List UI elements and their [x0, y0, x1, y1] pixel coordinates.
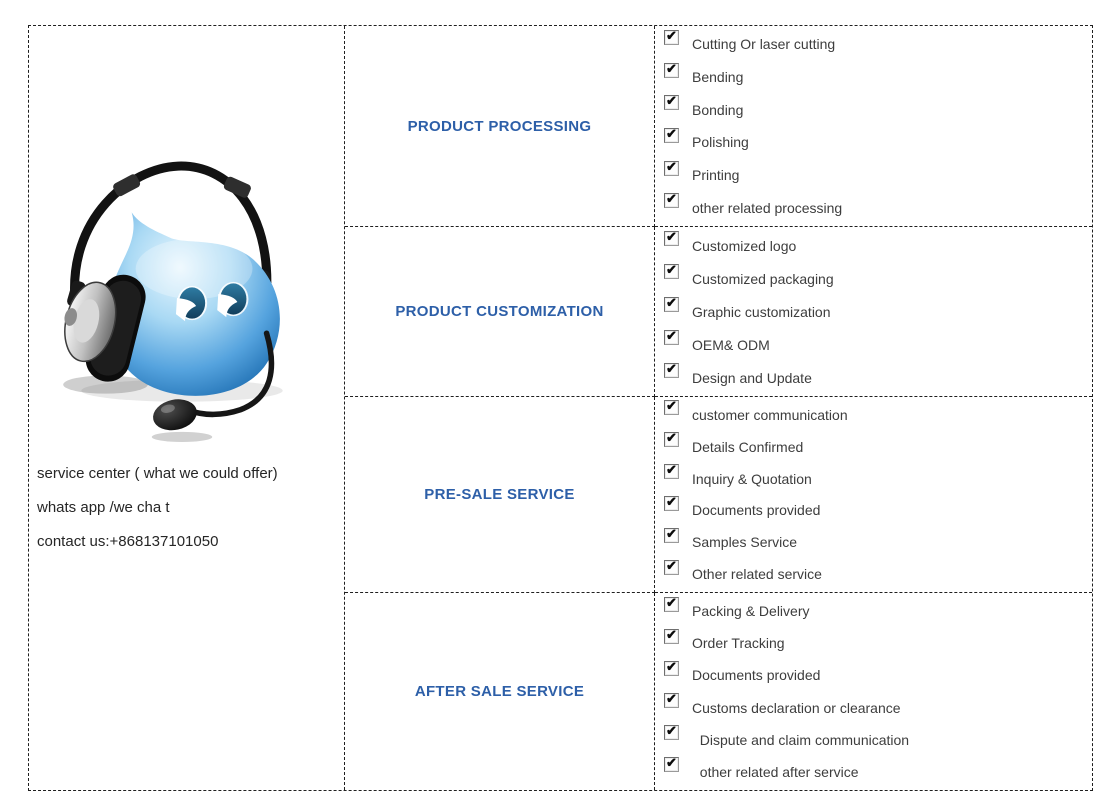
checklist-item — [655, 463, 1092, 495]
checklist-item — [655, 431, 1092, 463]
checkbox-checked-icon[interactable]: ✔ — [664, 757, 679, 772]
checkbox-checked-icon[interactable]: ✔ — [664, 297, 679, 312]
checkbox-checked-icon[interactable]: ✔ — [664, 432, 679, 447]
checkbox-checked-icon[interactable]: ✔ — [664, 560, 679, 575]
checkbox-checked-icon[interactable]: ✔ — [664, 95, 679, 110]
checklist-item-label: other related after service — [692, 763, 859, 780]
whatsapp-wechat-line: whats app /we cha t — [37, 499, 170, 516]
contact-number-line: contact us:+868137101050 — [37, 533, 219, 550]
checkbox-checked-icon[interactable]: ✔ — [664, 63, 679, 78]
customer-service-mascot-image — [41, 152, 323, 446]
section-title: PRE-SALE SERVICE — [424, 486, 575, 503]
checklist-item — [655, 262, 1092, 295]
section-title-cell-product-processing — [345, 26, 655, 227]
checkbox-checked-icon[interactable]: ✔ — [664, 128, 679, 143]
section-title-cell-product-customization — [345, 227, 655, 397]
checklist-item-label: Graphic customization — [692, 303, 831, 320]
checklist-item — [655, 159, 1092, 192]
checklist-item-label: Cutting Or laser cutting — [692, 36, 836, 53]
checklist-item-label: OEM& ODM — [692, 336, 770, 353]
contact-cell — [29, 26, 345, 790]
section-title: AFTER SALE SERVICE — [414, 683, 585, 700]
service-center-line: service center ( what we could offer) — [37, 465, 278, 482]
checklist-item-label: Samples Service — [692, 534, 798, 551]
checkbox-checked-icon[interactable]: ✔ — [664, 597, 679, 612]
checklist-item-label: Details Confirmed — [692, 438, 804, 455]
checklist-cell-after-sale-service — [655, 593, 1092, 790]
checklist-item — [655, 399, 1092, 431]
checkbox-checked-icon[interactable]: ✔ — [664, 464, 679, 479]
checkbox-checked-icon[interactable]: ✔ — [664, 264, 679, 279]
checklist-item — [655, 627, 1092, 659]
checklist-item-label: Polishing — [692, 134, 749, 151]
section-title-cell-pre-sale-service — [345, 397, 655, 593]
checkbox-checked-icon[interactable]: ✔ — [664, 725, 679, 740]
checklist-item — [655, 126, 1092, 159]
checklist-item — [655, 692, 1092, 724]
checkbox-checked-icon[interactable]: ✔ — [664, 693, 679, 708]
checklist-item — [655, 526, 1092, 558]
checkbox-checked-icon[interactable]: ✔ — [664, 400, 679, 415]
checklist-item-label: Bending — [692, 69, 744, 85]
checklist-item-label: Dispute and claim communication — [692, 731, 910, 748]
contact-info — [37, 463, 337, 565]
checkbox-checked-icon[interactable]: ✔ — [664, 629, 679, 644]
checklist-item — [655, 724, 1092, 756]
checklist-item-label: Documents provided — [692, 667, 821, 684]
checklist-item — [655, 229, 1092, 262]
checklist-cell-pre-sale-service — [655, 397, 1092, 593]
checklist-item-label: Printing — [692, 167, 740, 184]
checklist-item — [655, 328, 1092, 361]
checklist-item — [655, 756, 1092, 788]
checklist-item-label: Other related service — [692, 566, 822, 583]
checklist-item — [655, 93, 1092, 126]
checklist-item — [655, 558, 1092, 590]
checkbox-checked-icon[interactable]: ✔ — [664, 528, 679, 543]
checkbox-checked-icon[interactable]: ✔ — [664, 330, 679, 345]
checkbox-checked-icon[interactable]: ✔ — [664, 661, 679, 676]
checklist-item — [655, 595, 1092, 627]
checklist-item — [655, 61, 1092, 94]
checklist-item-label: Customs declaration or clearance — [692, 699, 901, 716]
checklist-item-label: customer communication — [692, 406, 848, 423]
checklist-item-label: Bonding — [692, 101, 744, 118]
checkbox-checked-icon[interactable]: ✔ — [664, 161, 679, 176]
checklist-cell-product-processing — [655, 26, 1092, 227]
checklist-item — [655, 659, 1092, 691]
checkbox-checked-icon[interactable]: ✔ — [664, 363, 679, 378]
checklist-item-label: Customized logo — [692, 237, 797, 254]
checklist-item-label: Design and Update — [692, 369, 812, 386]
checklist-item-label: Documents provided — [692, 502, 821, 519]
checkbox-checked-icon[interactable]: ✔ — [664, 231, 679, 246]
checklist-item — [655, 191, 1092, 224]
checkbox-checked-icon[interactable]: ✔ — [664, 496, 679, 511]
checklist-item — [655, 295, 1092, 328]
section-title: PRODUCT CUSTOMIZATION — [395, 303, 604, 320]
checklist-item — [655, 361, 1092, 394]
checklist-cell-product-customization — [655, 227, 1092, 397]
checklist-item — [655, 494, 1092, 526]
checklist-item-label: Inquiry & Quotation — [692, 470, 812, 487]
checklist-item — [655, 28, 1092, 61]
section-title: PRODUCT PROCESSING — [407, 117, 592, 135]
section-title-cell-after-sale-service — [345, 593, 655, 790]
checklist-item-label: Packing & Delivery — [692, 603, 810, 620]
checklist-item-label: Customized packaging — [692, 270, 834, 287]
checklist-item-label: other related processing — [692, 199, 843, 216]
checkbox-checked-icon[interactable]: ✔ — [664, 193, 679, 208]
checklist-item-label: Order Tracking — [692, 635, 785, 652]
checkbox-checked-icon[interactable]: ✔ — [664, 30, 679, 45]
service-table — [28, 25, 1093, 791]
